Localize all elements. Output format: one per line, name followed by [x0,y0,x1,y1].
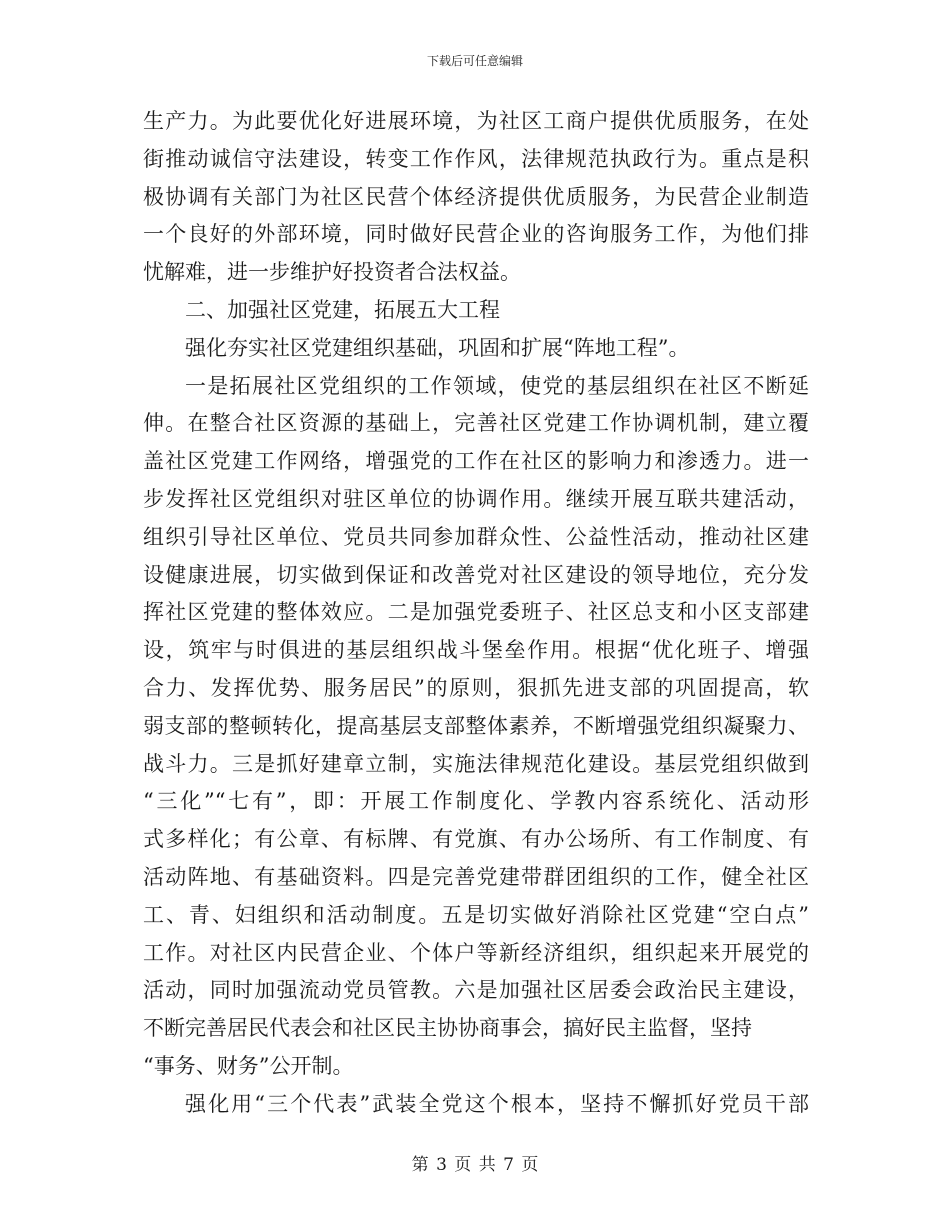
text-line: 极协调有关部门为社区民营个体经济提供优质服务，为民营企业制造 [143,184,809,209]
page-header: 下载后可任意编辑 [426,54,523,68]
text-line: 合力、发挥优势、服务居民”的原则，狠抓先进支部的巩固提高，软 [143,675,809,700]
text-line: 一是拓展社区党组织的工作领域，使党的基层组织在社区不断延 [185,373,809,398]
text-line: 忧解难，进一步维护好投资者合法权益。 [143,260,521,285]
text-line: 伸。在整合社区资源的基础上，完善社区党建工作协调机制，建立覆 [143,411,809,436]
text-line: “三化”“七有”，即：开展工作制度化、学教内容系统化、活动形 [143,789,809,814]
text-line: 强化夯实社区党建组织基础，巩固和扩展“阵地工程”。 [185,335,690,360]
text-line: 一个良好的外部环境，同时做好民营企业的咨询服务工作，为他们排 [143,222,809,247]
text-line: 二、加强社区党建，拓展五大工程 [185,297,500,322]
document-body [143,103,809,1124]
text-line: 步发挥社区党组织对驻区单位的协调作用。继续开展互联共建活动， [143,486,809,511]
page-number: 第 3 页 共 7 页 [411,1155,539,1175]
text-line: 不断完善居民代表会和社区民主协协商事会，搞好民主监督，坚持 [143,1016,752,1041]
text-line: 设，筑牢与时俱进的基层组织战斗堡垒作用。根据“优化班子、增强 [143,638,809,663]
text-line: “事务、财务”公开制。 [143,1053,354,1078]
text-line: 挥社区党建的整体效应。二是加强党委班子、社区总支和小区支部建 [143,600,809,625]
text-line: 工作。对社区内民营企业、个体户等新经济组织，组织起来开展党的 [143,940,809,965]
text-line: 工、青、妇组织和活动制度。五是切实做好消除社区党建“空白点” [143,902,809,927]
text-line: 盖社区党建工作网络，增强党的工作在社区的影响力和渗透力。进一 [143,449,809,474]
text-line: 设健康进展，切实做到保证和改善党对社区建设的领导地位，充分发 [143,562,809,587]
text-line: 强化用“三个代表”武装全党这个根本，坚持不懈抓好党员干部 [185,1091,809,1116]
text-line: 组织引导社区单位、党员共同参加群众性、公益性活动，推动社区建 [143,524,809,549]
text-line: 活动阵地、有基础资料。四是完善党建带群团组织的工作，健全社区 [143,864,809,889]
text-line: 活动，同时加强流动党员管教。六是加强社区居委会政治民主建设， [143,978,809,1003]
text-line: 式多样化；有公章、有标牌、有党旗、有办公场所、有工作制度、有 [143,827,809,852]
text-line: 生产力。为此要优化好进展环境，为社区工商户提供优质服务，在处 [143,109,809,133]
text-line: 弱支部的整顿转化，提高基层支部整体素养，不断增强党组织凝聚力、 [143,713,809,738]
text-line: 街推动诚信守法建设，转变工作作风，法律规范执政行为。重点是积 [143,146,809,171]
text-line: 战斗力。三是抓好建章立制，实施法律规范化建设。基层党组织做到 [143,751,809,776]
